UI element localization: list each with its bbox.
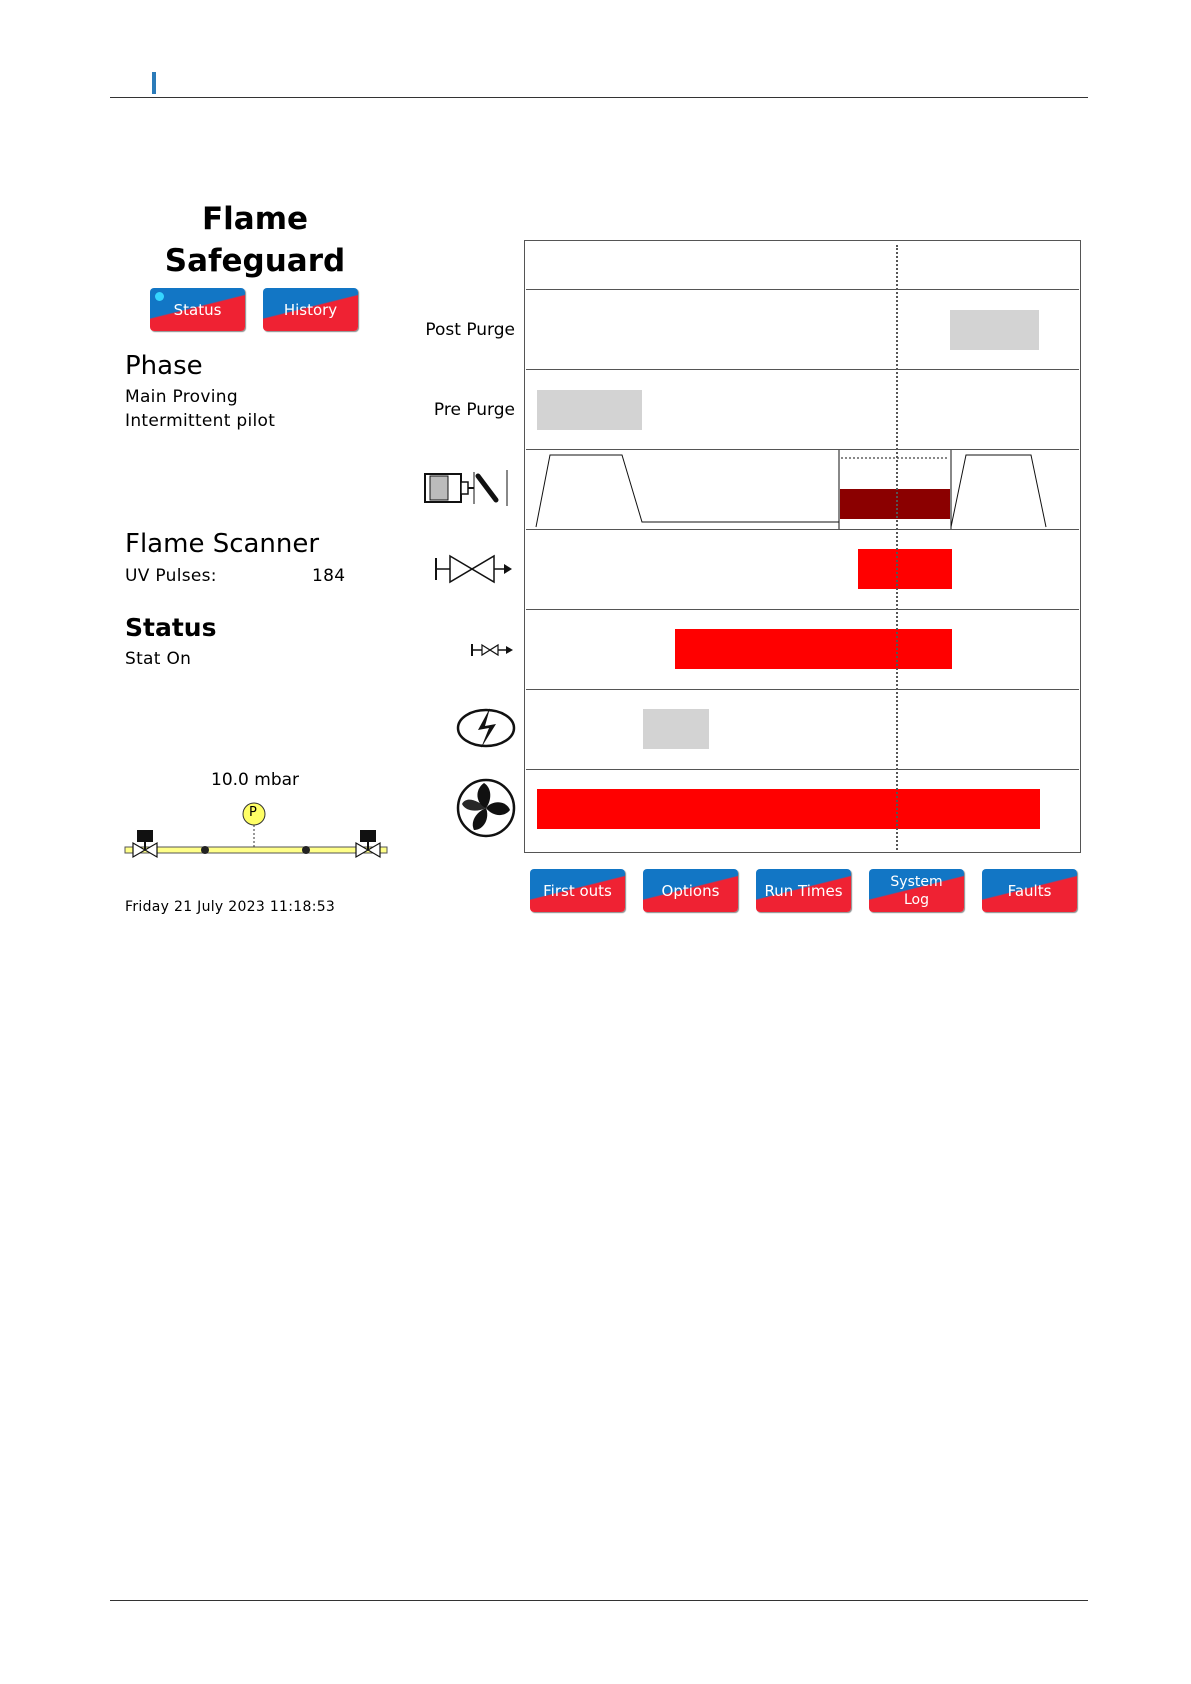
row-pre-purge [526,369,1079,449]
status-heading: Status [125,613,217,642]
row-pilot-valve [526,609,1079,689]
gas-train-diagram [120,800,395,862]
ignition-bar [643,709,709,749]
pipe-junction-1 [201,846,209,854]
pilot-valve-bar [675,629,952,669]
title-line-1: Flame [201,201,309,237]
row-air-damper [526,449,1079,529]
phase-heading: Phase [125,351,203,381]
system-log-button[interactable] [869,869,964,912]
header-rule [110,97,1088,98]
system-log-label-line-1: System [890,873,943,890]
page-marker [152,72,156,94]
combustion-fan-icon [456,778,516,838]
pilot-gas-valve-icon [470,640,515,660]
gas-pipe [125,847,387,853]
run-times-label: Run Times [764,881,843,900]
status-button[interactable] [150,288,245,331]
gas-pressure-reading: 10.0 mbar [211,770,300,790]
air-damper-icon [424,468,514,508]
uv-pulses-value: 184 [312,566,346,586]
post-purge-label: Post Purge [425,320,515,340]
flame-scanner-heading: Flame Scanner [125,529,320,559]
pipe-junction-2 [302,846,310,854]
phase-line-1: Main Proving [125,387,238,407]
sequence-timing-chart [524,240,1081,853]
options-button[interactable] [643,869,738,912]
current-datetime: Friday 21 July 2023 11:18:53 [125,899,336,915]
row-main-gas-valve [526,529,1079,609]
main-gas-valve-icon [434,552,514,586]
row-post-purge [526,289,1079,369]
history-button-label: History [283,300,338,319]
history-button[interactable] [263,288,358,331]
phase-line-2: Intermittent pilot [125,411,276,431]
uv-pulses-label: UV Pulses: [125,566,217,586]
damper-position-trace [526,450,1079,530]
footer-rule [110,1600,1088,1601]
pre-purge-bar [537,390,642,430]
current-time-marker [896,245,898,850]
status-button-label: Status [173,300,222,319]
status-value: Stat On [125,649,192,669]
first-outs-label: First outs [543,881,612,900]
options-label: Options [661,881,720,900]
pre-purge-label: Pre Purge [433,400,515,420]
faults-label: Faults [1007,881,1052,900]
faults-button[interactable] [982,869,1077,912]
run-times-button[interactable] [756,869,851,912]
row-ignition [526,689,1079,769]
title-line-2: Safeguard [164,243,346,279]
active-indicator [155,292,164,301]
damper-active-bar [840,489,950,519]
page-title [155,198,355,282]
system-log-label-line-2: Log [903,891,929,908]
post-purge-bar [950,310,1039,350]
fan-bar [537,789,1040,829]
row-fan [526,769,1079,849]
ignition-spark-icon [456,706,516,750]
main-valve-bar [858,549,952,589]
pressure-sensor-label: P [249,805,257,820]
first-outs-button[interactable] [530,869,625,912]
